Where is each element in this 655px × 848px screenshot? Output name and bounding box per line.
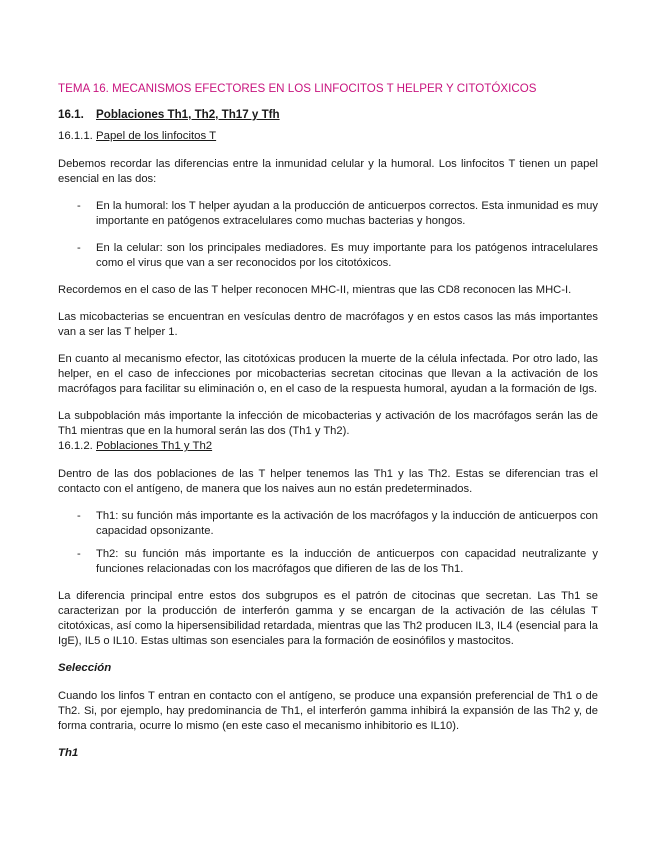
subsection-heading-16-1-2 [58,439,598,453]
paragraph-8: Cuando los linfos T entran en contacto con el antígeno, se produce una expansión preferencial de Th1 o de Th2. Si, por ejemplo, hay predominancia de Th1, el interferón gamma inhibirá la expansión de las Th2 y, de forma contraria, ocurre lo mismo (en este caso el mecanismo inhibitorio es IL10). [58,690,598,732]
list-item [58,199,598,229]
subsection-title: Papel de los linfocitos T [96,130,217,142]
paragraph-2: Recordemos en el caso de las T helper reconocen MHC-II, mientras que las CD8 reconocen las MHC-I. [58,284,572,296]
paragraph-7: La diferencia principal entre estos dos subgrupos es el patrón de citocinas que secretan. Las Th1 se caracterizan por la producción de interferón gamma y se encargan de la activación de las células T citotóxicas, así como la hipersensibilidad retardada, mientras que las Th2 producen IL3, IL4 (esencial para la IgE), IL5 o IL10. Estas ultimas son esenciales para la formación de eosinófilos y mastocitos. [58,590,598,647]
list-item-text: Th1: su función más importante es la activación de los macrófagos y la inducción de anticuerpos con capacidad opsonizante. [96,510,598,537]
bullet-list-1 [58,199,598,271]
chapter-title: TEMA 16. MECANISMOS EFECTORES EN LOS LINFOCITOS T HELPER Y CITOTÓXICOS [58,82,537,95]
list-item-text: Th2: su función más importante es la inducción de anticuerpos con capacidad neutralizante y funciones relacionadas con los macrófagos que difieren de las de los Th1. [96,548,598,575]
paragraph-3: Las micobacterias se encuentran en vesículas dentro de macrófagos y en estos casos las más importantes van a ser las T helper 1. [58,311,598,338]
heading-th1: Th1 [58,747,79,759]
bullet-dash: - [77,548,81,560]
list-item [58,509,598,539]
list-item [58,547,598,577]
bullet-list-2 [58,509,598,577]
list-item-text: En la celular: son los principales mediadores. Es muy importante para los patógenos intracelulares como el virus que van a ser reconocidos por los citotóxicos. [96,242,598,269]
bullet-dash: - [77,200,81,212]
paragraph-1: Debemos recordar las diferencias entre la inmunidad celular y la humoral. Los linfocitos T tienen un papel esencial en las dos: [58,158,598,185]
subsection-number: 16.1.1. [58,130,93,142]
paragraph-6: Dentro de las dos poblaciones de las T helper tenemos las Th1 y las Th2. Estas se diferencian tras el contacto con el antígeno, de manera que los naives aun no están predeterminados. [58,468,598,495]
subsection-number: 16.1.2. [58,440,93,452]
heading-seleccion: Selección [58,662,112,674]
list-item-text: En la humoral: los T helper ayudan a la producción de anticuerpos correctos. Esta inmunidad es muy importante en patógenos extracelulares como muchas bacterias y hongos. [96,200,598,227]
section-number: 16.1. [58,108,84,121]
paragraph-4: En cuanto al mecanismo efector, las citotóxicas producen la muerte de la célula infectada. Por otro lado, las helper, en el caso de infecciones por micobacterias secretan citocinas que llevan a la activación de los macrófagos para facilitar su eliminación o, en el caso de la respuesta humoral, ayudan a la formación de Igs. [58,353,598,395]
paragraph-5: La subpoblación más importante la infección de micobacterias y activación de los macrófagos serán las de Th1 mientras que en la humoral serán las dos (Th1 y Th2). [58,410,598,437]
subsection-heading-16-1-1 [58,129,598,143]
bullet-dash: - [77,510,81,522]
document-page [58,82,598,774]
list-item [58,241,598,271]
subsection-title: Poblaciones Th1 y Th2 [96,440,213,452]
section-title: Poblaciones Th1, Th2, Th17 y Tfh [96,108,280,121]
section-heading-16-1 [58,108,598,122]
bullet-dash: - [77,242,81,254]
